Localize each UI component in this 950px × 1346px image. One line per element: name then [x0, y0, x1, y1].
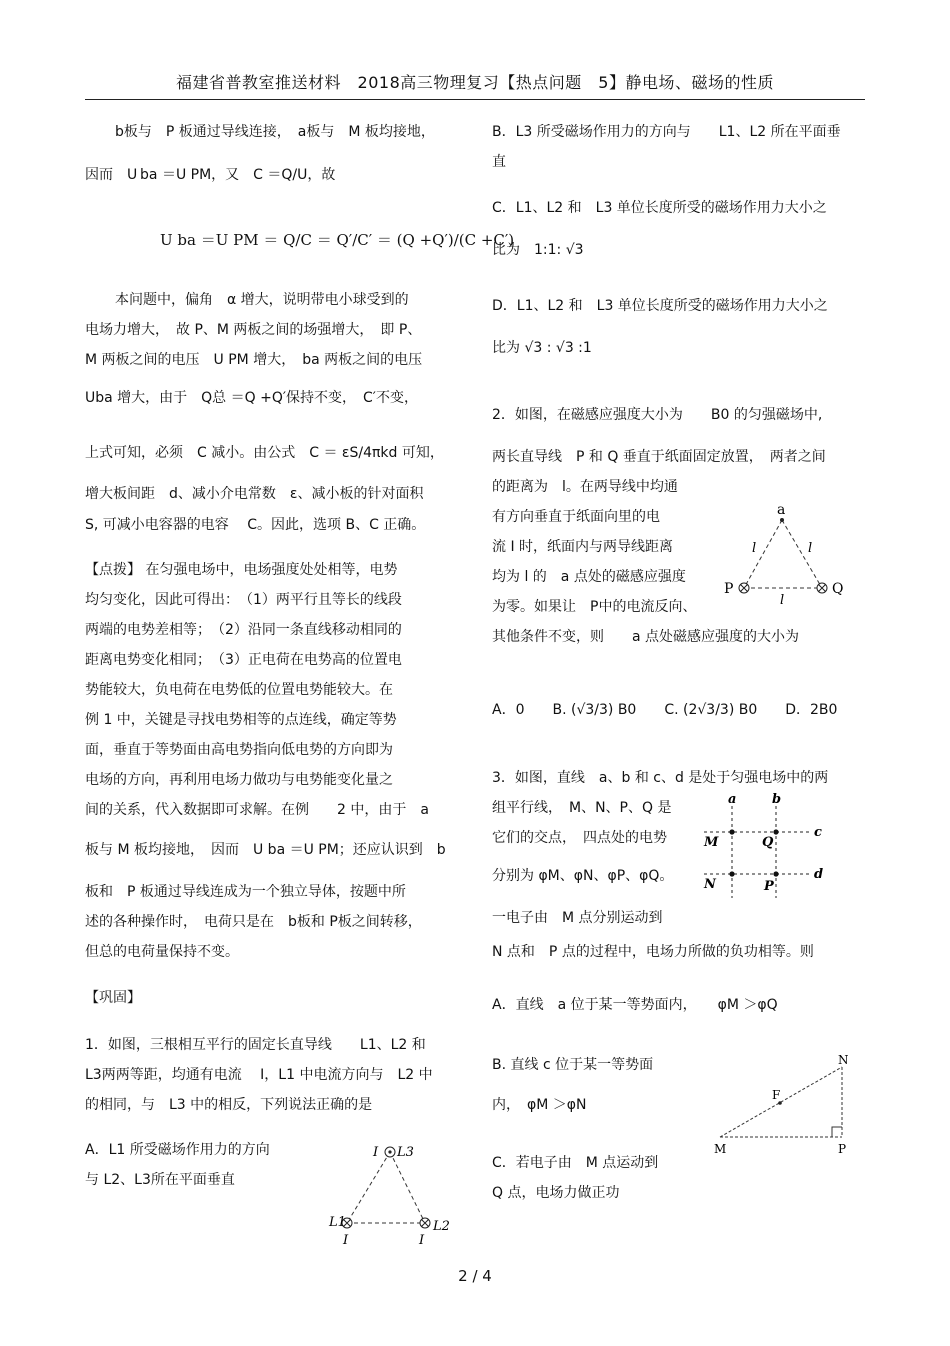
page-number: 2 / 4	[458, 1267, 492, 1285]
fig4-label-n: N	[838, 1055, 849, 1067]
q3-option-b-line2: 内， φM ＞φN	[492, 1097, 587, 1113]
tip-line10: 板与 M 板均接地， 因而 U ba ＝U PM；还应认识到 b	[85, 842, 446, 858]
q3-line5: 一电子由 M 点分别运动到	[492, 910, 663, 926]
tip-line6: 例 1 中，关键是寻找电势相等的点连线，确定等势	[85, 712, 397, 728]
tip-line3: 两端的电势差相等； （2）沿同一条直线移动相同的	[85, 622, 402, 638]
tip-line5: 势能较大，负电荷在电势低的位置电势能较大。在	[85, 682, 393, 698]
q2-line2: 两长直导线 P 和 Q 垂直于纸面固定放置， 两者之间	[492, 449, 826, 465]
fig1-label-i-top: I	[373, 1145, 379, 1160]
left-p2-line6: 增大板间距 d、减小介电常数 ε、减小板的针对面积	[85, 486, 424, 502]
fig2-label-l-right: l	[808, 541, 813, 556]
fig4-label-f: F	[772, 1088, 781, 1102]
fig3-point-n	[729, 871, 734, 876]
q2-line3: 的距离为 l。在两导线中均通	[492, 479, 678, 495]
q1-line1: 1．如图，三根相互平行的固定长直导线 L1、L2 和	[85, 1037, 426, 1053]
left-p2-line3: M 两板之间的电压 U PM 增大， ba 两板之间的电压	[85, 352, 423, 368]
q3-line4: 分别为 φM、φN、φP、φQ。	[492, 868, 674, 884]
q2-line4: 有方向垂直于纸面向里的电	[492, 509, 660, 525]
q1-line3: 的相同，与 L3 中的相反，下列说法正确的是	[85, 1097, 373, 1113]
q3-option-c-line2: Q 点，电场力做正功	[492, 1185, 620, 1201]
fig1-label-l2: L2	[433, 1219, 450, 1234]
q3-option-b-line1: B. 直线 c 位于某一等势面	[492, 1057, 654, 1073]
q2-line6: 均为 l 的 a 点处的磁感应强度	[492, 569, 686, 585]
q1-option-c-line1: C．L1、L2 和 L3 单位长度所受的磁场作用力大小之	[492, 200, 827, 216]
fig3-label-m: M	[704, 835, 719, 850]
figure-right-triangle	[710, 1055, 860, 1165]
header-divider	[85, 99, 865, 100]
tip-line4: 距离电势变化相同； （3）正电荷在电势高的位置电	[85, 652, 402, 668]
fig4-label-m: M	[714, 1142, 727, 1156]
figure-two-wires	[718, 500, 853, 605]
left-p2-line7: S, 可减小电容器的电容 C。因此，选项 B、C 正确。	[85, 517, 426, 533]
q3-option-a: A．直线 a 位于某一等势面内， φM ＞φQ	[492, 997, 778, 1013]
tip-line13: 但总的电荷量保持不变。	[85, 944, 239, 960]
left-p2-line4: Uba 增大，由于 Q总 ＝Q +Q′保持不变， C′不变，	[85, 390, 418, 406]
fig1-label-i-right: I	[419, 1233, 425, 1248]
fig2-label-q: Q	[832, 581, 844, 597]
fig3-label-p: P	[764, 879, 774, 894]
q1-line2: L3两两等距，均通有电流 I，L1 中电流方向与 L2 中	[85, 1067, 433, 1083]
fig3-point-p	[773, 871, 778, 876]
fig2-side-right	[782, 520, 822, 588]
fig1-dot-out	[388, 1150, 391, 1153]
q1-option-b-line2: 直	[492, 154, 506, 170]
fig3-point-m	[729, 829, 734, 834]
left-p2-line5: 上式可知，必须 C 减小。由公式 C ＝ εS/4πkd 可知，	[85, 445, 444, 461]
left-p2-line2: 电场力增大， 故 P、M 两板之间的场强增大， 即 P、	[85, 322, 422, 338]
q3-line2: 组平行线， M、N、P、Q 是	[492, 800, 672, 816]
figure-grid-lines	[700, 792, 828, 902]
tip-line9: 间的关系，代入数据即可求解。在例 2 中，由于 a	[85, 802, 429, 818]
q1-option-b-line1: B．L3 所受磁场作用力的方向与 L1、L2 所在平面垂	[492, 124, 841, 140]
fig1-side-left	[347, 1152, 390, 1223]
fig1-label-i-left: I	[343, 1233, 349, 1248]
fig2-label-a: a	[777, 502, 786, 518]
q1-option-d-line1: D．L1、L2 和 L3 单位长度所受的磁场作用力大小之	[492, 298, 828, 314]
fig3-label-q: Q	[762, 835, 774, 850]
fig3-label-c: c	[814, 825, 822, 840]
fig2-side-left	[744, 520, 782, 588]
fig3-label-b: b	[772, 792, 782, 807]
fig2-label-l-bottom: l	[780, 593, 785, 605]
fig3-label-a: a	[728, 792, 737, 807]
fig2-point-a	[780, 518, 784, 522]
left-p1-line1: b板与 P 板通过导线连接， a板与 M 板均接地，	[115, 124, 435, 140]
fig1-label-l1: L1	[329, 1215, 346, 1230]
q1-option-a-line2: 与 L2、L3所在平面垂直	[85, 1172, 235, 1188]
q1-option-c-line2: 比为 1:1: √3	[492, 242, 584, 258]
q2-line8: 其他条件不变，则 a 点处磁感应强度的大小为	[492, 629, 800, 645]
fig2-label-l-left: l	[752, 541, 757, 556]
fig3-label-d: d	[814, 867, 824, 882]
q3-line1: 3．如图，直线 a、b 和 c、d 是处于匀强电场中的两	[492, 770, 829, 786]
figure-three-wires	[325, 1138, 455, 1248]
left-p1-line2: 因而 U ba ＝U PM，又 C ＝Q/U，故	[85, 167, 336, 183]
consolidate-heading: 【巩固】	[85, 990, 141, 1006]
q1-option-a-line1: A．L1 所受磁场作用力的方向	[85, 1142, 270, 1158]
fig1-side-right	[390, 1152, 425, 1223]
fig4-label-p: P	[838, 1142, 847, 1156]
tip-line8: 电场的方向，再利用电场力做功与电势能变化量之	[85, 772, 393, 788]
q2-line1: 2．如图，在磁感应强度大小为 B0 的匀强磁场中,	[492, 407, 823, 423]
tip-line2: 均匀变化，因此可得出： （1）两平行且等长的线段	[85, 592, 402, 608]
tip-line12: 述的各种操作时， 电荷只是在 b板和 P板之间转移，	[85, 914, 422, 930]
fig3-label-n: N	[704, 877, 716, 892]
q2-line7: 为零。如果让 P中的电流反向、	[492, 599, 697, 615]
q3-line6: N 点和 P 点的过程中，电场力所做的负功相等。则	[492, 944, 814, 960]
tip-line1: 【点拨】 在匀强电场中，电场强度处处相等，电势	[85, 562, 398, 578]
formula-uba: U ba ＝U PM ＝ Q/C ＝ Q′/C′ ＝ (Q +Q′)/(C +C′)	[160, 231, 515, 249]
fig3-point-q	[773, 829, 778, 834]
q2-line5: 流 I 时，纸面内与两导线距离	[492, 539, 674, 555]
page-header: 福建省普教室推送材料 2018高三物理复习【热点问题 5】静电场、磁场的性质	[176, 73, 774, 92]
q3-option-c-line1: C．若电子由 M 点运动到	[492, 1155, 659, 1171]
q1-option-d-line2: 比为 √3 : √3 :1	[492, 340, 592, 356]
tip-line7: 面，垂直于等势面由高电势指向低电势的方向即为	[85, 742, 393, 758]
tip-line11: 板和 P 板通过导线连成为一个独立导体，按题中所	[85, 884, 406, 900]
left-p2-line1: 本问题中，偏角 α 增大，说明带电小球受到的	[115, 292, 409, 308]
q2-options: A．0 B. (√3/3) B0 C. (2√3/3) B0 D．2B0	[492, 702, 838, 718]
fig4-right-angle	[832, 1127, 842, 1137]
fig1-label-l3: L3	[397, 1145, 414, 1160]
fig2-label-p: P	[724, 581, 734, 597]
q3-line3: 它们的交点， 四点处的电势	[492, 830, 667, 846]
